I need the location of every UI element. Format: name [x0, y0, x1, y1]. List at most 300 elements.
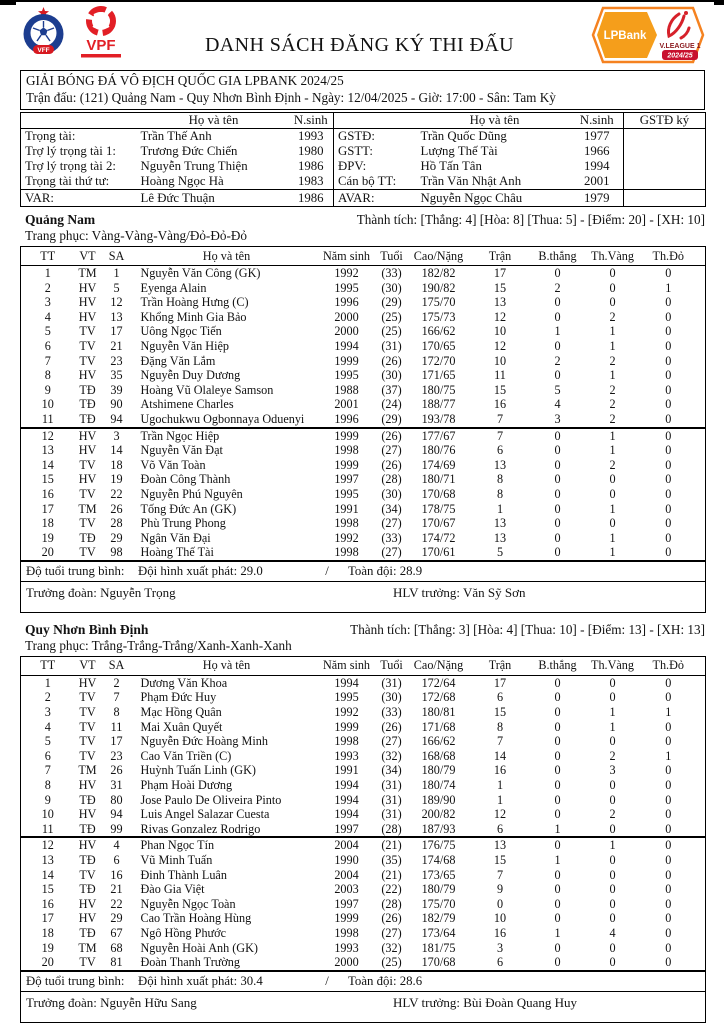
cell: 1996: [334, 295, 359, 310]
cell: 1980: [297, 144, 324, 158]
cell: 190/82: [421, 280, 456, 295]
cell: 1: [609, 443, 616, 458]
table-row: [21, 868, 706, 883]
cell: Trương Đức Chiến: [140, 144, 238, 158]
head-coach: HLV trưởng: Văn Sỹ Sơn: [393, 584, 526, 600]
staff-row: [21, 991, 706, 1022]
cell: 0: [609, 280, 616, 295]
cell: 3: [554, 411, 561, 426]
cell: Phạm Hoài Dương: [140, 778, 233, 793]
cell: Jose Paulo De Oliveira Pinto: [140, 792, 282, 807]
cell: HV: [78, 443, 97, 458]
cell: 4: [44, 309, 51, 324]
cell: Trọng tài:: [25, 129, 76, 143]
table-row: [21, 281, 706, 296]
column-header: N.sinh: [293, 113, 328, 127]
cell: 4: [609, 925, 616, 940]
cell: 0: [665, 719, 672, 734]
table-row: [21, 472, 706, 487]
cell: 180/76: [421, 443, 456, 458]
cell: 1994: [334, 338, 359, 353]
cell: 174/72: [421, 530, 456, 545]
cell: Ugochukwu Ogbonnaya Oduenyi: [140, 411, 305, 426]
cell: 18: [41, 925, 54, 940]
cell: TV: [79, 486, 96, 501]
cell: 0: [609, 266, 616, 280]
scan-artifact-corner-left: [0, 0, 16, 5]
cell: 1983: [297, 174, 324, 188]
cell: 0: [554, 882, 561, 897]
cell: 13: [493, 457, 507, 472]
cell: 14: [41, 867, 54, 882]
cell: 0: [665, 690, 672, 705]
cell: Trợ lý trọng tài 1:: [25, 144, 116, 158]
cell: 181/75: [421, 940, 456, 955]
cell: 4: [44, 719, 51, 734]
lpbank-label: LPBank: [603, 30, 647, 42]
cell: 2: [44, 690, 51, 705]
cell: 0: [554, 705, 561, 720]
column-header: Họ và tên: [202, 658, 251, 673]
table-row: [21, 837, 706, 853]
cell: 6: [496, 443, 504, 458]
table-row: [21, 412, 706, 428]
cell: TV: [79, 705, 96, 720]
cell: 1997: [334, 472, 359, 487]
cell: 1: [609, 719, 616, 734]
cell: Cao Trần Hoàng Hùng: [140, 911, 252, 926]
cell: 3: [609, 763, 616, 778]
cell: Nguyễn Hoài Anh (GK): [140, 940, 258, 955]
cell: 8: [496, 719, 504, 734]
cell: 15: [493, 280, 507, 295]
cell: 0: [609, 867, 616, 882]
cell: (21): [381, 867, 402, 882]
cell: (33): [381, 266, 402, 280]
cell: 1991: [334, 763, 359, 778]
cell: 1: [554, 925, 561, 940]
cell: Huỳnh Tuấn Linh (GK): [140, 763, 256, 778]
cell: 0: [609, 882, 616, 897]
cell: (25): [381, 324, 402, 339]
cell: Uông Ngọc Tiến: [140, 324, 222, 339]
cell: 171/65: [421, 368, 456, 383]
cell: (26): [381, 719, 402, 734]
cell: Eyenga Alain: [140, 280, 207, 295]
vpf-logo-icon: [74, 6, 128, 62]
cell: Hoàng Thế Tài: [140, 545, 214, 560]
cell: 166/62: [421, 324, 456, 339]
cell: 1999: [334, 457, 359, 472]
cell: TV: [79, 734, 96, 749]
cell: 0: [554, 748, 561, 763]
cell: (34): [381, 501, 402, 516]
cell: 0: [534, 428, 582, 444]
cell: 0: [554, 955, 561, 970]
cell: 2000: [334, 309, 359, 324]
table-row: [21, 502, 706, 517]
cell: 0: [609, 734, 616, 749]
cell: 29: [110, 530, 123, 545]
cell: 175/70: [421, 896, 456, 911]
cell: 3: [44, 705, 51, 720]
cell: 0: [609, 295, 616, 310]
cell: 1: [665, 280, 672, 295]
cell: 1999: [334, 719, 359, 734]
cell: 6: [44, 338, 51, 353]
table-row: [21, 339, 706, 354]
cell: 7: [44, 763, 51, 778]
cell: 1: [609, 501, 616, 516]
cell: (29): [381, 295, 402, 310]
cell: 80: [110, 792, 123, 807]
cell: Lượng Thế Tài: [420, 144, 498, 158]
cell: TV: [79, 353, 96, 368]
cell: HV: [75, 428, 101, 444]
cell: 1995: [334, 486, 359, 501]
cell: 35: [110, 368, 123, 383]
cell: 0: [554, 778, 561, 793]
cell: Trần Hoàng Hưng (C): [140, 295, 249, 310]
cell: 39: [110, 382, 123, 397]
cell: Đoàn Thanh Trường: [140, 955, 240, 970]
column-header: Th.Vàng: [591, 248, 634, 263]
cell: 1992: [334, 530, 359, 545]
column-header: Năm sinh: [322, 658, 371, 673]
cell: 0: [554, 763, 561, 778]
cell: 0: [554, 867, 561, 882]
cell: 0: [554, 545, 561, 560]
head-coach: HLV trưởng: Bùi Đoàn Quang Huy: [393, 994, 577, 1010]
cell: 0: [665, 882, 672, 897]
cell: 15: [41, 472, 54, 487]
cell: (27): [381, 516, 402, 531]
cell: 1993: [334, 940, 359, 955]
cell: (35): [381, 853, 402, 867]
roster-footer: [21, 561, 706, 613]
average-age-row: [21, 561, 706, 582]
cell: 1: [496, 501, 504, 516]
cell: 0: [554, 792, 561, 807]
cell: 12: [493, 807, 507, 822]
cell: 17: [110, 324, 123, 339]
cell: (27): [381, 734, 402, 749]
cell: 1: [609, 530, 616, 545]
cell: 0: [665, 472, 672, 487]
cell: 1995: [334, 690, 359, 705]
cell: 12: [493, 338, 507, 353]
cell: 2: [554, 353, 561, 368]
team-name: Quy Nhơn Bình Định: [25, 621, 149, 637]
column-header: SA: [108, 658, 125, 673]
table-row: [21, 926, 706, 941]
table-row: [21, 266, 706, 281]
cell: Atshimene Charles: [140, 397, 234, 412]
cell: 0: [665, 295, 672, 310]
officials-header: [21, 113, 706, 129]
cell: TV: [79, 338, 96, 353]
cell: Nguyễn Văn Đạt: [140, 443, 223, 458]
cell: 180/75: [421, 382, 456, 397]
cell: Hồ Tấn Tân: [420, 159, 482, 173]
cell: Võ Văn Toàn: [140, 457, 206, 472]
age-separator: /: [325, 973, 329, 988]
cell: 2: [609, 382, 616, 397]
cell: (33): [381, 705, 402, 720]
team-kit: Trang phục: Vàng-Vàng-Vàng/Đỏ-Đỏ-Đỏ: [25, 228, 247, 243]
cell: 1: [665, 748, 672, 763]
cell: 13: [41, 443, 54, 458]
age-whole-squad: Toàn đội: 28.6: [348, 973, 423, 988]
cell: 16: [41, 896, 54, 911]
cell: Trần Ngọc Hiệp: [133, 428, 321, 444]
cell: TĐ: [79, 792, 96, 807]
cell: 1998: [334, 545, 359, 560]
column-header: Th.Vàng: [591, 658, 634, 673]
column-header: Trận: [488, 658, 512, 673]
roster-table-quang-nam: [20, 246, 706, 613]
cell: 189/90: [421, 792, 456, 807]
cell: 13: [493, 516, 507, 531]
cell: ĐPV:: [334, 159, 419, 174]
cell: 0: [609, 792, 616, 807]
cell: HV: [78, 368, 97, 383]
cell: HV: [78, 911, 97, 926]
cell: 193/78: [421, 411, 456, 426]
cell: Trọng tài thứ tư:: [25, 174, 110, 188]
cell: Tống Đức An (GK): [140, 501, 237, 516]
cell: 0: [665, 763, 672, 778]
cell: 2: [609, 397, 616, 412]
staff-row: [21, 581, 706, 612]
cell: 29: [110, 911, 123, 926]
cell: 0: [496, 896, 504, 911]
cell: 9: [44, 382, 51, 397]
cell: 1998: [334, 925, 359, 940]
cell: 94: [110, 807, 123, 822]
cell: (26): [381, 911, 402, 926]
cell: Đinh Thành Luân: [140, 867, 227, 882]
officials-rows: [21, 129, 706, 207]
cell: 1993: [297, 129, 324, 143]
table-row: [21, 113, 706, 129]
table-row: [21, 734, 706, 749]
table-row: [21, 720, 706, 735]
cell: 0: [665, 896, 672, 911]
column-header: [334, 113, 419, 129]
cell: 4: [101, 837, 133, 853]
cell: 17: [493, 266, 507, 280]
cell: 21: [110, 882, 123, 897]
table-row: [21, 443, 706, 458]
table-row: [21, 190, 706, 207]
cell: 1994: [334, 778, 359, 793]
cell: 0: [609, 516, 616, 531]
cell: 1999: [321, 428, 373, 444]
cell: 13: [493, 295, 507, 310]
cell: 16: [41, 486, 54, 501]
federation-logos: [20, 6, 128, 62]
table-row: [21, 675, 706, 690]
team-heading-quy-nhon-binh-dinh: [20, 622, 705, 654]
cell: 0: [609, 821, 616, 836]
cell: [624, 129, 706, 145]
cell: 18: [41, 516, 54, 531]
cell: 172/70: [421, 353, 456, 368]
table-row: [21, 749, 706, 764]
cell: 0: [644, 837, 706, 853]
cell: TV: [79, 748, 96, 763]
table-row: [21, 941, 706, 956]
table-row: [21, 487, 706, 502]
scan-artifact-line: [0, 0, 724, 2]
cell: Ngô Hồng Phước: [140, 925, 226, 940]
age-starting-eleven: Đội hình xuất phát: 29.0: [138, 563, 263, 578]
cell: 7: [113, 690, 120, 705]
cell: 0: [554, 675, 561, 690]
cell: 1: [609, 545, 616, 560]
cell: 17: [110, 734, 123, 749]
cell: Luis Angel Salazar Cuesta: [140, 807, 270, 822]
cell: 21: [110, 338, 123, 353]
cell: 1994: [334, 675, 359, 690]
cell: 0: [665, 853, 672, 867]
cell: 2001: [334, 397, 359, 412]
cell: 8: [44, 368, 51, 383]
cell: 0: [665, 675, 672, 690]
cell: 0: [665, 925, 672, 940]
cell: 0: [554, 516, 561, 531]
vff-label: VFF: [37, 47, 50, 54]
table-row: [21, 882, 706, 897]
cell: 3: [101, 428, 133, 444]
age-label: Độ tuổi trung bình:: [26, 973, 125, 988]
cell: 1: [609, 705, 616, 720]
cell: 6: [496, 821, 504, 836]
cell: 0: [554, 309, 561, 324]
cell: 180/79: [421, 763, 456, 778]
roster-footer: [21, 971, 706, 1023]
cell: 9: [44, 792, 51, 807]
cell: (27): [381, 545, 402, 560]
cell: (30): [381, 690, 402, 705]
cell: (32): [381, 748, 402, 763]
table-row: [21, 763, 706, 778]
table-row: [21, 144, 706, 159]
vff-logo-icon: [20, 6, 67, 60]
cell: 12: [493, 309, 507, 324]
cell: 1979: [583, 190, 610, 205]
cell: 5: [44, 734, 51, 749]
cell: 90: [110, 397, 123, 412]
cell: 180/74: [421, 778, 456, 793]
table-row: [21, 531, 706, 546]
match-info-box: [20, 70, 705, 110]
cell: 11: [41, 821, 54, 836]
cell: 0: [554, 807, 561, 822]
subs-rows: [21, 837, 706, 970]
cell: 0: [665, 516, 672, 531]
cell: 4: [554, 397, 561, 412]
starters-rows: [21, 675, 706, 837]
cell: 16: [493, 763, 507, 778]
cell: 1995: [334, 280, 359, 295]
cell: 23: [110, 748, 123, 763]
cell: 0: [665, 486, 672, 501]
cell: 68: [110, 940, 123, 955]
cell: 0: [665, 955, 672, 970]
cell: 0: [554, 734, 561, 749]
cell: 0: [665, 353, 672, 368]
cell: 1999: [334, 353, 359, 368]
cell: [624, 174, 706, 190]
cell: (30): [381, 368, 402, 383]
cell: 0: [665, 530, 672, 545]
cell: 0: [554, 940, 561, 955]
match-details: Trận đấu: (121) Quảng Nam - Quy Nhơn Bình Định - Ngày: 12/04/2025 - Giờ: 17:00 - Sân: Tam Kỳ: [26, 90, 556, 105]
cell: (25): [381, 955, 402, 970]
cell: (30): [381, 486, 402, 501]
cell: TV: [79, 324, 96, 339]
cell: 0: [665, 545, 672, 560]
cell: Hoàng Vũ Olaleye Samson: [140, 382, 274, 397]
cell: AVAR:: [334, 190, 419, 207]
cell: 1977: [583, 129, 610, 143]
cell: HV: [78, 472, 97, 487]
cell: 2004: [321, 837, 373, 853]
cell: 0: [609, 853, 616, 867]
cell: Ngân Văn Đại: [140, 530, 211, 545]
cell: 8: [496, 486, 504, 501]
cell: 180/81: [421, 705, 456, 720]
cell: HV: [78, 280, 97, 295]
cell: (31): [381, 778, 402, 793]
cell: 94: [110, 411, 123, 426]
cell: [624, 159, 706, 174]
cell: Nguyễn Đức Hoàng Minh: [140, 734, 268, 749]
cell: 13: [467, 837, 534, 853]
cell: 0: [665, 338, 672, 353]
cell: 1: [496, 778, 504, 793]
cell: Phan Ngọc Tín: [133, 837, 321, 853]
lpbank-vleague-logo-icon: [591, 6, 705, 64]
cell: 1992: [334, 705, 359, 720]
cell: (31): [381, 807, 402, 822]
age-label: Độ tuổi trung bình:: [26, 563, 125, 578]
cell: 170/68: [421, 486, 456, 501]
column-header: Tuổi: [380, 658, 403, 673]
cell: 0: [665, 266, 672, 280]
cell: TV: [79, 690, 96, 705]
cell: 10: [41, 397, 54, 412]
cell: 0: [554, 530, 561, 545]
cell: 12: [21, 428, 75, 444]
cell: Trần Thế Anh: [140, 129, 212, 143]
table-row: [21, 324, 706, 339]
cell: 1: [582, 428, 644, 444]
cell: 1: [113, 266, 120, 280]
cell: 1992: [334, 266, 359, 280]
cell: HV: [78, 295, 97, 310]
cell: (29): [381, 411, 402, 426]
cell: Khổng Minh Gia Bảo: [140, 309, 247, 324]
cell: 1997: [334, 821, 359, 836]
cell: HV: [78, 896, 97, 911]
cell: TM: [78, 266, 97, 280]
cell: 2001: [583, 174, 610, 188]
column-header: Họ và tên: [469, 113, 520, 127]
column-header: B.thắng: [538, 658, 577, 673]
